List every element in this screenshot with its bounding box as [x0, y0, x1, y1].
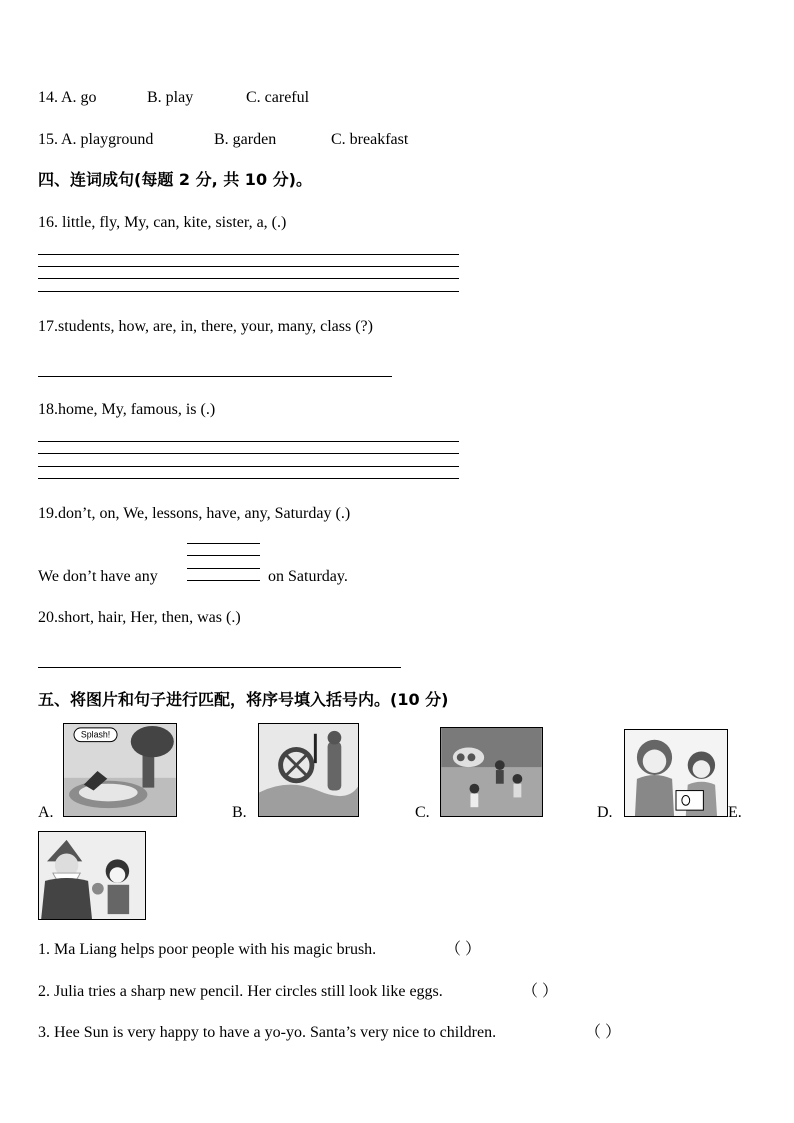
- sentence-3-answer-blank[interactable]: （ ）: [585, 1024, 622, 1041]
- sentence-3-text: 3. Hee Sun is very happy to have a yo-yo. Santa’s very nice to children.: [38, 1024, 497, 1041]
- q15-option-c: C. breakfast: [331, 131, 409, 148]
- splash-scene-icon: [63, 723, 177, 817]
- sentence-1-answer-blank[interactable]: （ ）: [445, 941, 482, 958]
- q14-option-c: C. careful: [246, 89, 310, 106]
- picture-a-label: A.: [38, 804, 54, 821]
- sentence-2-answer-blank[interactable]: （ ）: [522, 983, 559, 1000]
- q14-number: 14.: [38, 89, 58, 106]
- magic-brush-scene-icon: [258, 723, 359, 817]
- q14-option-b: B. play: [147, 89, 194, 106]
- sentence-1-text: 1. Ma Liang helps poor people with his magic brush.: [38, 941, 377, 958]
- q17-answer-line[interactable]: [38, 376, 392, 377]
- q18-prompt: 18.home, My, famous, is (.): [38, 401, 216, 418]
- q16-prompt: 16. little, fly, My, can, kite, sister, a, (.): [38, 214, 287, 231]
- q19-sentence-end: on Saturday.: [268, 568, 348, 585]
- santa-gift-scene-icon: [38, 831, 146, 920]
- picture-d-label: D.: [597, 804, 613, 821]
- q19-prompt: 19.don’t, on, We, lessons, have, any, Saturday (.): [38, 505, 351, 522]
- girls-drawing-scene-icon: [624, 729, 728, 817]
- picture-e-label: E.: [728, 804, 742, 821]
- sentence-2-text: 2. Julia tries a sharp new pencil. Her circles still look like eggs.: [38, 983, 443, 1000]
- q15-number: 15.: [38, 131, 58, 148]
- children-park-scene-icon: [440, 727, 543, 817]
- q20-prompt: 20.short, hair, Her, then, was (.): [38, 609, 241, 626]
- q15-option-a: A. playground: [61, 131, 154, 148]
- q20-answer-line[interactable]: [38, 667, 401, 668]
- picture-b-label: B.: [232, 804, 247, 821]
- section-5-title: 五、将图片和句子进行匹配，将序号填入括号内。(10 分): [38, 690, 449, 709]
- section-4-title: 四、连词成句(每题 2 分, 共 10 分)。: [38, 170, 312, 189]
- picture-a-caption: Splash!: [80, 729, 111, 740]
- q15-option-b: B. garden: [214, 131, 277, 148]
- q17-prompt: 17.students, how, are, in, there, your, many, class (?): [38, 318, 373, 335]
- q19-sentence-start: We don’t have any: [38, 568, 158, 585]
- picture-c-label: C.: [415, 804, 430, 821]
- q14-option-a: A. go: [61, 89, 97, 106]
